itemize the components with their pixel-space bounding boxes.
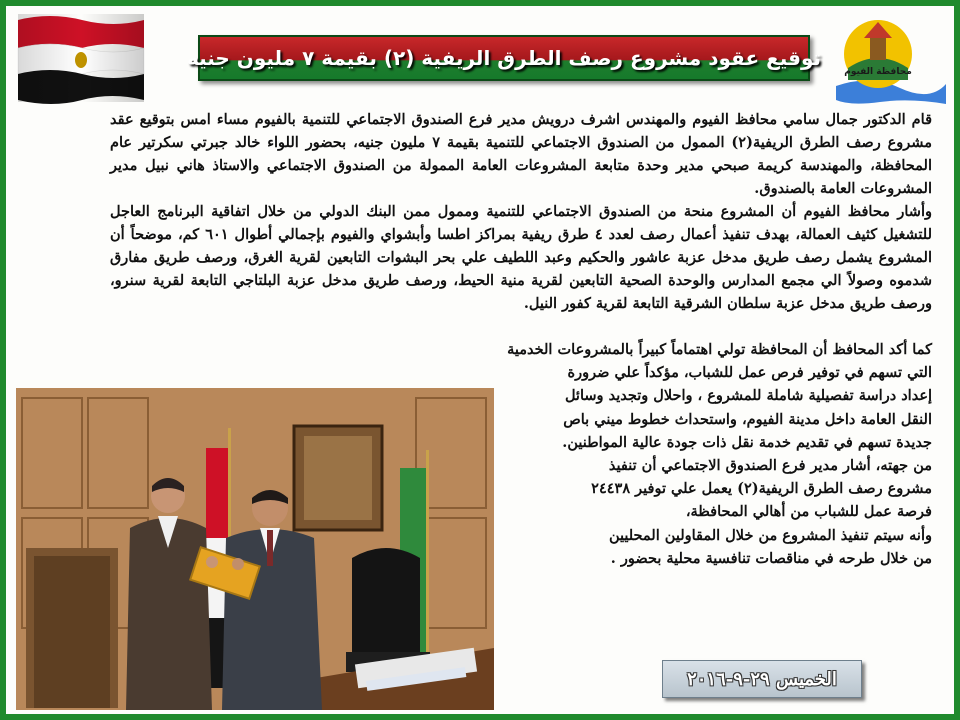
date-text: الخميس ٢٩-٩-٢٠١٦ xyxy=(687,668,837,690)
contract-signing-photo xyxy=(16,388,494,710)
narrow-line-5: جديدة تسهم في تقديم خدمة نقل ذات جودة عالية المواطنين. xyxy=(562,433,932,451)
narrow-line-2: التي تسهم في توفير فرص عمل للشباب، مؤكداً علي ضرورة xyxy=(567,364,932,382)
headline-text: توقيع عقود مشروع رصف الطرق الريفية (٢) بقيمة ٧ مليون جنيه xyxy=(186,46,822,70)
narrow-line-1: كما أكد المحافظ أن المحافظة تولي اهتماماً كبيراً بالمشروعات الخدمية xyxy=(507,341,932,358)
headline-banner xyxy=(186,35,822,81)
logo-text: محافظة الفيوم xyxy=(844,67,912,77)
narrow-line-3: إعداد دراسة تفصيلية شاملة للمشروع ، واحلال وتجديد وسائل xyxy=(564,387,932,405)
date-badge xyxy=(662,660,862,698)
narrow-line-7: مشروع رصف الطرق الريفية(٢) يعمل علي توفير ٢٤٤٣٨ xyxy=(591,480,932,498)
narrow-line-9: وأنه سيتم تنفيذ المشروع من خلال المقاولين المحليين xyxy=(608,526,932,544)
fayoum-governorate-logo-icon xyxy=(830,8,948,108)
article-body-narrow xyxy=(470,338,932,570)
photo-illustration xyxy=(16,388,494,710)
narrow-line-6: من جهته، أشار مدير فرع الصندوق الاجتماعي أن تنفيذ xyxy=(608,457,932,475)
narrow-line-10: من خلال طرحه في مناقصات تنافسية محلية بحضور . xyxy=(610,549,932,567)
paragraph-1: قام الدكتور جمال سامي محافظ الفيوم والمهندس اشرف درويش مدير فرع الصندوق الاجتماعي للتنمية بالفيوم مساء امس بتوقيع عقد مشروع رصف الطرق الريفية(٢) الممول من الصندوق الاجتماعي للتنمية بقيمة ٧ مليون جنيه، بحضور اللواء خالد جبرتي سكرتير عام المحافظة، والمهندسة كريمة صبحي مدير وحدة متابعة المشروعات العامة الممولة من الصندوق الاجتماعي والاستاذ هاني نبيل مدير المشروعات العامة بالصندوق. xyxy=(110,111,932,197)
narrow-line-4: النقل العامة داخل مدينة الفيوم، واستحداث خطوط ميني باص xyxy=(563,410,932,428)
paragraph-2: وأشار محافظ الفيوم أن المشروع منحة من الصندوق الاجتماعي للتنمية وممول ممن البنك الدولي من خلال اتفاقية البرنامج العاجل للتشغيل كثيف العمالة، بهدف تنفيذ أعمال رصف لعدد ٤ طرق ريفية بمراكز اطسا وأبشواي والفيوم بإجمالي أطوال ٦٠١ كم، موضحاً أن المشروع يشمل رصف طريق مدخل عزبة عاشور والحكيم وعبد اللطيف علي بحر البشوات التابعين لقرية الغرق، ورصف طريق مفارق شدموه وصولاً الي مجمع المدارس والوحدة الصحية التابعين لقرية منية الحيط، ورصف طريق مدخل عزبة البلتاجي التابعة لقرية سنرو، ورصف طريق مدخل عزبة سلطان الشرقية التابعة لقرية كفور النيل. xyxy=(110,203,932,312)
narrow-line-8: فرصة عمل للشباب من أهالي المحافظة، xyxy=(685,503,932,521)
egypt-flag-icon xyxy=(14,10,148,104)
article-body xyxy=(110,108,932,315)
